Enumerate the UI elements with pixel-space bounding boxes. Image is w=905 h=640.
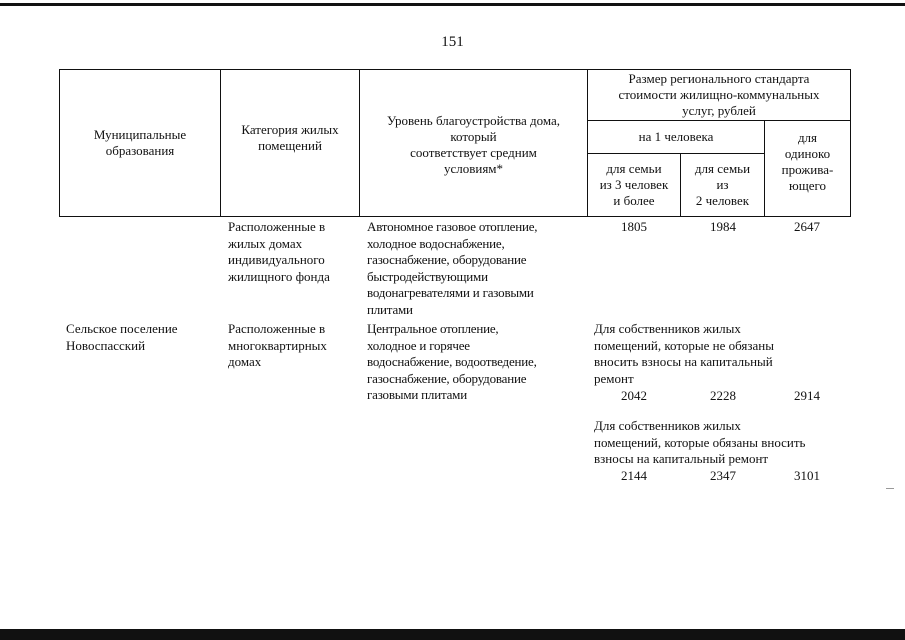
row2-b-value-family3: 2144 xyxy=(621,468,647,483)
row2-b-value-family2: 2347 xyxy=(710,468,736,483)
header-per-person: на 1 человека xyxy=(638,129,714,144)
header-family2: для семьи из 2 человек xyxy=(694,161,751,208)
row2-a-value-single: 2914 xyxy=(794,388,820,403)
row1-value-family3: 1805 xyxy=(621,219,647,234)
row2-note-b: Для собственников жилых помещений, которые обязаны вносить взносы на капитальный ремонт xyxy=(594,418,806,466)
row1-value-single: 2647 xyxy=(794,219,820,234)
header-municipality: Муниципальные образования xyxy=(93,127,187,158)
row1-value-family2: 1984 xyxy=(710,219,736,234)
row2-category: Расположенные в многоквартирных домах xyxy=(228,321,327,369)
page-number: 151 xyxy=(441,34,464,50)
header-standard: Размер регионального стандарта стоимости жилищно-коммунальных услуг, рублей xyxy=(618,71,820,118)
row2-a-value-family2: 2228 xyxy=(710,388,736,403)
row2-amenities: Центральное отопление, холодное и горячее водоснабжение, водоотведение, газоснабжение, оборудование газовыми плитами xyxy=(367,321,537,402)
row2-b-value-single: 3101 xyxy=(794,468,820,483)
row1-category: Расположенные в жилых домах индивидуального жилищного фонда xyxy=(228,219,330,284)
row2-note-a: Для собственников жилых помещений, которые не обязаны вносить взносы на капитальный ремонт xyxy=(594,321,774,386)
row2-municipality: Сельское поселение Новоспасский xyxy=(66,321,178,353)
row1-amenities: Автономное газовое отопление, холодное водоснабжение, газоснабжение, оборудование быстродействующими водонагревателями и газовыми плитами xyxy=(367,219,538,317)
header-category: Категория жилых помещений xyxy=(241,122,339,153)
header-single: для одиноко прожива- ющего xyxy=(781,130,834,193)
row2-a-value-family3: 2042 xyxy=(621,388,647,403)
bottom-rule xyxy=(0,629,905,640)
header-amenities: Уровень благоустройства дома, который соответствует средним условиям* xyxy=(386,113,561,176)
table-header xyxy=(0,0,905,220)
header-family3: для семьи из 3 человек и более xyxy=(599,161,669,208)
margin-mark xyxy=(886,488,894,489)
